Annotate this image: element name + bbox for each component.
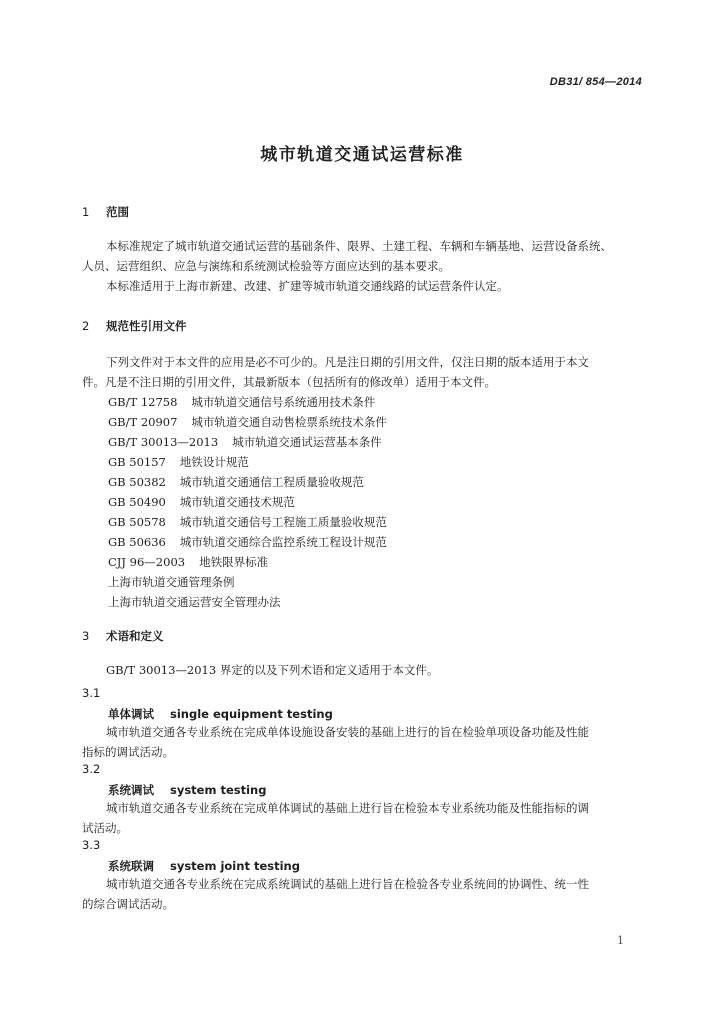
- term-number: 3.2: [82, 762, 101, 776]
- section-heading-2: 2 规范性引用文件: [82, 319, 187, 333]
- document-title: 城市轨道交通试运营标准: [260, 145, 464, 165]
- term-definition: 城市轨道交通各专业系统在完成系统调试的基础上进行旨在检验各专业系统间的协调性、统一性 的综合调试活动。: [82, 877, 589, 911]
- standard-number: DB31/ 854—2014: [549, 76, 642, 88]
- term-number: 3.3: [82, 838, 101, 852]
- reference-item: 上海市轨道交通管理条例: [108, 575, 235, 589]
- term-title: 系统联调 system joint testing: [108, 859, 300, 873]
- reference-item: CJJ 96—2003 地铁限界标准: [108, 555, 269, 569]
- term-definition: 城市轨道交通各专业系统在完成单体调试的基础上进行旨在检验本专业系统功能及性能指标的调 试活动。: [82, 801, 589, 835]
- reference-item: GB 50382 城市轨道交通通信工程质量验收规范: [108, 475, 364, 489]
- scope-paragraph: 本标准规定了城市轨道交通试运营的基础条件、限界、土建工程、车辆和车辆基地、运营设备系统、 人员、运营组织、应急与演练和系统测试检验等方面应达到的基本要求。 本标准适用于上海市新建、改建、扩建等城市轨道交通线路的试运营条件认定。: [82, 239, 612, 293]
- page-number: 1: [617, 934, 624, 947]
- references-intro: 下列文件对于本文件的应用是必不可少的。凡是注日期的引用文件，仅注日期的版本适用于本文 件。凡是不注日期的引用文件，其最新版本（包括所有的修改单）适用于本文件。: [82, 355, 589, 389]
- term-title: 系统调试 system testing: [108, 783, 267, 797]
- reference-item: GB/T 12758 城市轨道交通信号系统通用技术条件: [108, 395, 376, 409]
- reference-item: GB/T 30013—2013 城市轨道交通试运营基本条件: [108, 435, 382, 449]
- reference-item: GB 50636 城市轨道交通综合监控系统工程设计规范: [108, 535, 387, 549]
- term-title: 单体调试 single equipment testing: [108, 707, 333, 721]
- reference-item: 上海市轨道交通运营安全管理办法: [108, 595, 281, 609]
- terms-intro: GB/T 30013—2013 界定的以及下列术语和定义适用于本文件。: [106, 663, 439, 677]
- term-number: 3.1: [82, 686, 101, 700]
- reference-item: GB 50157 地铁设计规范: [108, 455, 249, 469]
- section-heading-3: 3 术语和定义: [82, 629, 164, 643]
- reference-item: GB 50578 城市轨道交通信号工程施工质量验收规范: [108, 515, 387, 529]
- section-heading-1: 1 范围: [82, 205, 129, 219]
- reference-item: GB/T 20907 城市轨道交通自动售检票系统技术条件: [108, 415, 387, 429]
- term-definition: 城市轨道交通各专业系统在完成单体设施设备安装的基础上进行的旨在检验单项设备功能及性能 指标的调试活动。: [82, 725, 589, 759]
- reference-item: GB 50490 城市轨道交通技术规范: [108, 495, 295, 509]
